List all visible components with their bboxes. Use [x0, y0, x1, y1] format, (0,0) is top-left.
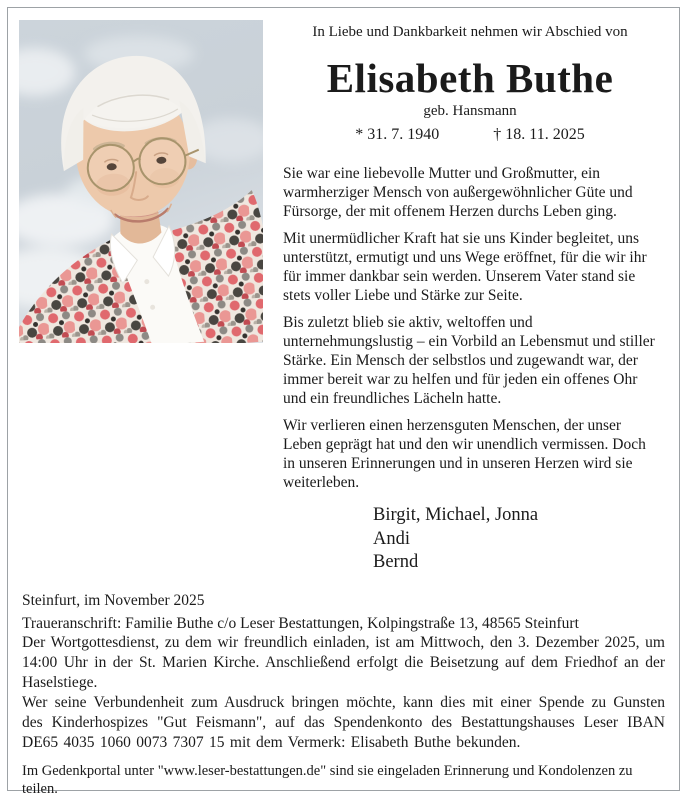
paragraph: Mit unermüdlicher Kraft hat sie uns Kinder begleitet, uns unterstützt, ermutigt und uns Wege eröffnet, für die wir ihr für immer dankbar sein werden. Unserem Vater stand sie stets voller Liebe und Stärke zur Seite. — [283, 230, 647, 304]
birth-date: * 31. 7. 1940 — [355, 126, 440, 143]
paragraph: Sie war eine liebevolle Mutter und Großmutter, ein warmherziger Mensch von außergewöhnlicher Güte und Fürsorge, der mit offenem Herzen durchs Leben ging. — [283, 165, 633, 220]
maiden-name: geb. Hansmann — [423, 103, 517, 119]
portrait-illustration — [19, 20, 263, 343]
intro-line: In Liebe und Dankbarkeit nehmen wir Abschied von — [312, 24, 628, 40]
death-date: † 18. 11. 2025 — [493, 126, 585, 143]
paragraph: Bis zuletzt blieb sie aktiv, weltoffen und unternehmungslustig – ein Vorbild an Lebensmut und stiller Stärke. Ein Mensch der selbstlos und zugewandt war, der immer bereit war zu helfen und für jeden ein offenes Ohr und ein freundliches Lächeln hatte. — [283, 314, 655, 407]
announcement-column — [283, 18, 657, 575]
place-date-line: Steinfurt, im November 2025 — [22, 592, 205, 609]
donation-info: Wer seine Verbundenheit zum Ausdruck bringen möchte, kann dies mit einer Spende zu Gunsten des Kinderhospizes "Gut Feismann", auf das Spendenkonto des Bestattungshauses Leser IBAN DE65 4035 1060 0073 7307 15 mit dem Vermerk: Elisabeth Buthe bekunden. — [22, 694, 665, 751]
mourner-line: Birgit, Michael, Jonna — [373, 505, 539, 525]
life-dates — [283, 125, 657, 144]
paragraph: Wir verlieren einen herzensguten Menschen, der unser Leben geprägt hat und den wir unendlich vermissen. Doch in unseren Erinnerungen und in unseren Herzen wird sie weiterleben. — [283, 417, 646, 491]
mourning-address-line: Traueranschrift: Familie Buthe c/o Leser Bestattungen, Kolpingstraße 13, 48565 Steinfurt — [22, 615, 579, 632]
mourner-line: Andi — [373, 528, 410, 549]
mourners-list — [283, 504, 657, 575]
deceased-name: Elisabeth Buthe — [326, 55, 614, 101]
portrait-photo — [19, 20, 263, 343]
condolence-text — [283, 164, 657, 492]
funeral-details — [22, 591, 665, 798]
mourner-line: Bernd — [373, 552, 419, 572]
memorial-portal-line: Im Gedenkportal unter "www.leser-bestattungen.de" sind sie eingeladen Erinnerung und Kondolenzen zu teilen. — [22, 763, 633, 797]
service-info: Der Wortgottesdienst, zu dem wir freundlich einladen, ist am Mittwoch, den 3. Dezember 2025, um 14:00 Uhr in der St. Marien Kirche. Anschließend erfolgt die Beisetzung auf dem Friedhof an der Haselstiege. — [22, 634, 665, 691]
